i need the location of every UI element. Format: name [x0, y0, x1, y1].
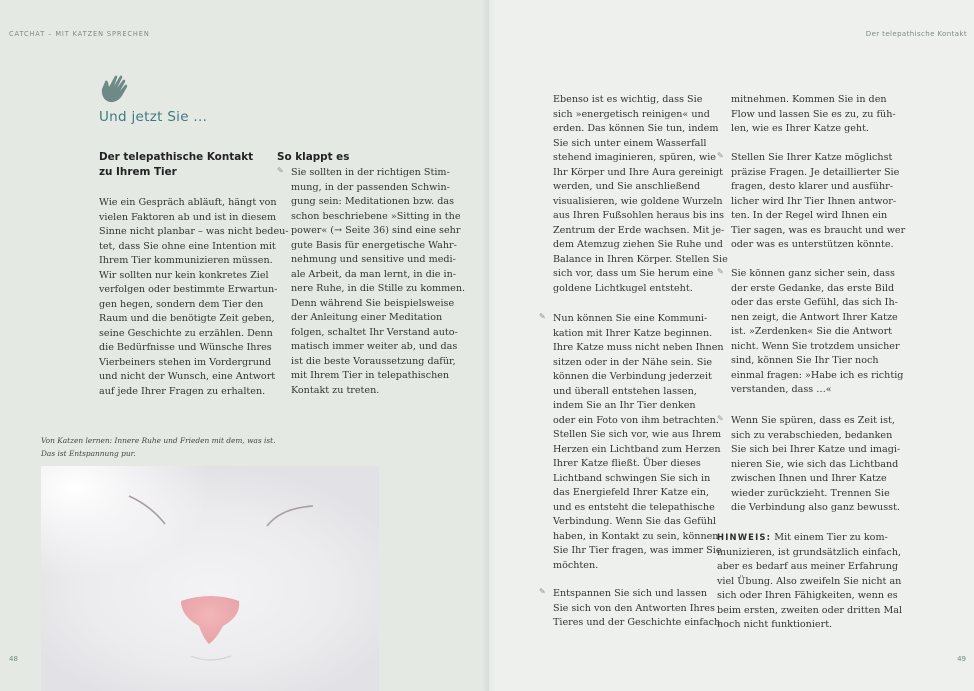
- text-line: Tier sagen, was es braucht und wer: [731, 224, 906, 236]
- text-line: fragen, desto klarer und ausführ-: [731, 181, 893, 192]
- text-line: oder ein Foto von ihm betrachten.: [553, 414, 719, 426]
- text-line: mit Ihrem Tier in telepathischen: [291, 370, 450, 381]
- text-line: gen hegen, sondern dem Tier den: [99, 298, 264, 310]
- heading-line: Der telepathische Kontakt: [99, 151, 254, 163]
- text-line: Sie sich bei Ihrer Katze und imagi-: [731, 444, 901, 455]
- so-klappt-es-heading: So klappt es: [277, 151, 350, 163]
- text-line: sich oder Ihren Fähigkeiten, wenn es: [717, 590, 898, 601]
- text-line: der erste Gedanke, das erste Bild: [731, 282, 895, 294]
- text-line: Sie können ganz sicher sein, dass: [731, 268, 895, 279]
- text-line: vielen Faktoren ab und ist in diesem: [99, 211, 277, 223]
- text-line: ten. In der Regel wird Ihnen ein: [731, 210, 888, 221]
- hint-text-rest: [717, 546, 902, 633]
- text-line: erden. Das können Sie tun, indem: [553, 123, 719, 134]
- text-line: und es entsteht die telepathische: [553, 501, 715, 513]
- text-line: Ihre Katze muss nicht neben Ihnen: [553, 342, 724, 353]
- text-line: Sie sich unter einem Wasserfall: [553, 137, 707, 149]
- text-line: licher wird Ihr Tier Ihnen antwor-: [731, 195, 897, 207]
- text-line: Nun können Sie eine Kommuni-: [553, 313, 708, 324]
- text-line: Wenn Sie spüren, dass es Zeit ist,: [731, 415, 895, 426]
- text-line: Von Katzen lernen: Innere Ruhe und Frieden mit dem, was ist.: [41, 436, 276, 445]
- text-line: Ihr Körper und Ihre Aura gereinigt: [553, 166, 724, 178]
- bullet-item: [291, 166, 465, 398]
- text-line: werden, und Sie anschließend: [553, 181, 701, 192]
- text-line: Balance in Ihren Körper. Stellen Sie: [553, 253, 728, 265]
- text-line: Entspannen Sie sich und lassen: [553, 588, 708, 599]
- pencil-icon: ✎: [539, 587, 546, 596]
- bullet-item: [553, 587, 720, 631]
- text-line: ist die beste Voraussetzung dafür,: [291, 355, 456, 367]
- text-line: goldene Lichtkugel entsteht.: [553, 282, 693, 294]
- text-line: verfolgen oder bestimmte Erwartun-: [99, 284, 278, 295]
- text-line: Kontakt zu treten.: [291, 384, 380, 396]
- text-line: Wie ein Gespräch abläuft, hängt von: [99, 197, 277, 208]
- text-line: ist. »Zerdenken« Sie die Antwort: [731, 326, 893, 337]
- text-line: noch nicht funktioniert.: [717, 619, 833, 630]
- photo-caption: [41, 434, 275, 460]
- bullet-continuation: [731, 93, 896, 137]
- text-line: auf jede Ihrer Fragen zu erhalten.: [99, 385, 266, 397]
- page-number-left: 48: [9, 655, 18, 663]
- text-line: gute Basis für energetische Wahr-: [291, 239, 457, 251]
- text-line: matisch immer weiter ab, und das: [291, 341, 458, 352]
- text-line: einmal fragen: »Habe ich es richtig: [731, 369, 904, 381]
- text-line: Stellen Sie Ihrer Katze möglichst: [731, 152, 893, 163]
- text-line: tet, dass Sie ohne eine Intention mit: [99, 240, 276, 252]
- bullet-item: [553, 312, 724, 573]
- text-line: der Anleitung einer Meditation: [291, 312, 443, 323]
- pencil-icon: ✎: [717, 267, 724, 276]
- text-line: nen zeigt, die Antwort Ihrer Katze: [731, 311, 898, 323]
- text-line: Lichtband schwingen Sie sich in: [553, 472, 711, 484]
- text-line: Stellen Sie sich vor, wie aus Ihrem: [553, 429, 722, 440]
- text-line: die Verbindung also ganz bewusst.: [731, 502, 900, 513]
- waving-hand-icon: [98, 73, 130, 105]
- hint-label: HINWEIS:: [717, 532, 772, 542]
- section-title: Und jetzt Sie ...: [99, 109, 208, 125]
- hint-box: [717, 530, 902, 633]
- text-line: mung, in der passenden Schwin-: [291, 181, 450, 193]
- text-line: Tieres und der Geschichte einfach: [553, 617, 721, 628]
- text-line: nere Ruhe, in die Stille zu kommen.: [291, 283, 466, 294]
- paragraph: [553, 93, 728, 296]
- intro-paragraph: [99, 196, 289, 399]
- hint-text: Mit einem Tier zu kom-: [771, 532, 888, 543]
- text-line: Ihrer Katze fließt. Über dieses: [553, 458, 701, 469]
- text-line: power« (→ Seite 36) sind eine sehr: [291, 225, 461, 236]
- running-header-right: Der telepathische Kontakt: [865, 30, 967, 38]
- text-line: sich vor, dass um Sie herum eine: [553, 268, 714, 279]
- text-line: Herzen ein Lichtband zum Herzen: [553, 443, 721, 455]
- text-line: verstanden, dass …«: [731, 384, 832, 395]
- text-line: Ebenso ist es wichtig, dass Sie: [553, 94, 703, 105]
- text-line: Raum und die benötigte Zeit geben,: [99, 313, 275, 324]
- text-line: sich »energetisch reinigen« und: [553, 108, 710, 120]
- pencil-icon: ✎: [539, 312, 546, 321]
- text-line: können die Verbindung jederzeit: [553, 371, 712, 382]
- text-line: seine Geschichte zu erzählen. Denn: [99, 327, 273, 339]
- pencil-icon: ✎: [717, 414, 724, 423]
- heading-line: zu Ihrem Tier: [99, 165, 177, 178]
- text-line: möchten.: [553, 559, 599, 571]
- text-line: zwischen Ihnen und Ihrer Katze: [731, 473, 887, 484]
- text-line: haben, in Kontakt zu sein, können: [553, 530, 719, 542]
- text-line: beim ersten, zweiten oder dritten Mal: [717, 604, 903, 616]
- bullet-item: [731, 267, 903, 398]
- text-line: aber es bedarf aus meiner Erfahrung: [717, 561, 899, 572]
- text-line: das Energiefeld Ihrer Katze ein,: [553, 487, 710, 498]
- text-line: stehend imaginieren, spüren, wie: [553, 152, 716, 163]
- text-line: Denn während Sie beispielsweise: [291, 297, 455, 309]
- hint-first-line: [717, 530, 902, 546]
- text-line: kation mit Ihrer Katze beginnen.: [553, 327, 713, 339]
- text-line: visualisieren, wie goldene Wurzeln: [553, 195, 723, 207]
- running-header-left: CATCHAT – MIT KATZEN SPRECHEN: [9, 30, 150, 38]
- text-line: Sie sich von den Antworten Ihres: [553, 602, 715, 614]
- text-line: sitzen oder in der Nähe sein. Sie: [553, 356, 713, 368]
- text-line: sich zu verabschieden, bedanken: [731, 429, 893, 441]
- page-number-right: 49: [957, 655, 966, 663]
- text-line: Ihrem Tier kommunizieren müssen.: [99, 255, 273, 266]
- text-line: Sinne nicht planbar – was nicht bedeu-: [99, 226, 289, 237]
- book-gutter: [482, 0, 496, 691]
- pencil-icon: ✎: [717, 151, 724, 160]
- text-line: Zentrum der Erde wachsen. Mit je-: [553, 224, 725, 236]
- text-line: viel Übung. Also zweifeln Sie nicht an: [717, 575, 902, 587]
- text-line: munizieren, ist grundsätzlich einfach,: [717, 546, 902, 558]
- pencil-icon: ✎: [277, 166, 284, 175]
- text-line: oder das erste Gefühl, das sich Ih-: [731, 297, 898, 308]
- text-line: Wir sollten nur kein konkretes Ziel: [99, 269, 269, 281]
- text-line: dem Atemzug ziehen Sie Ruhe und: [553, 239, 723, 250]
- text-line: und überall entstehen lassen,: [553, 385, 697, 397]
- bullet-item: [731, 414, 900, 516]
- text-line: ale Arbeit, da man lernt, in die in-: [291, 268, 457, 280]
- text-line: gung sein: Meditationen bzw. das: [291, 196, 455, 207]
- text-line: aus Ihren Fußsohlen heraus bis ins: [553, 210, 725, 221]
- text-line: präzise Fragen. Je detaillierter Sie: [731, 166, 900, 178]
- text-line: schon beschriebene »Sitting in the: [291, 210, 461, 222]
- text-line: len, wie es Ihrer Katze geht.: [731, 123, 869, 134]
- sleeping-cat-photo: [41, 466, 379, 691]
- text-line: sind, können Sie Ihr Tier noch: [731, 355, 879, 366]
- text-line: nehmung und sensitive und medi-: [291, 254, 456, 265]
- text-line: indem Sie an Ihr Tier denken: [553, 400, 696, 411]
- col1-heading: [99, 150, 253, 179]
- text-line: und nicht der Wunsch, eine Antwort: [99, 371, 276, 382]
- text-line: Flow und lassen Sie es zu, zu füh-: [731, 108, 896, 120]
- text-line: wieder zurückzieht. Trennen Sie: [731, 487, 890, 499]
- text-line: Sie Ihr Tier fragen, was immer Sie: [553, 545, 722, 556]
- bullet-item: [731, 151, 905, 253]
- text-line: mitnehmen. Kommen Sie in den: [731, 94, 887, 105]
- text-line: Verbindung. Wenn Sie das Gefühl: [553, 516, 717, 527]
- text-line: Sie sollten in der richtigen Stim-: [291, 167, 450, 178]
- text-line: Das ist Entspannung pur.: [41, 449, 136, 458]
- text-line: nicht. Wenn Sie trotzdem unsicher: [731, 340, 900, 352]
- text-line: oder was es unterstützen könnte.: [731, 239, 894, 250]
- text-line: die Bedürfnisse und Wünsche Ihres: [99, 342, 272, 353]
- text-line: folgen, schaltet Ihr Verstand auto-: [291, 326, 458, 338]
- text-line: Vierbeiners stehen im Vordergrund: [99, 356, 272, 368]
- text-line: nieren Sie, wie sich das Lichtband: [731, 458, 899, 470]
